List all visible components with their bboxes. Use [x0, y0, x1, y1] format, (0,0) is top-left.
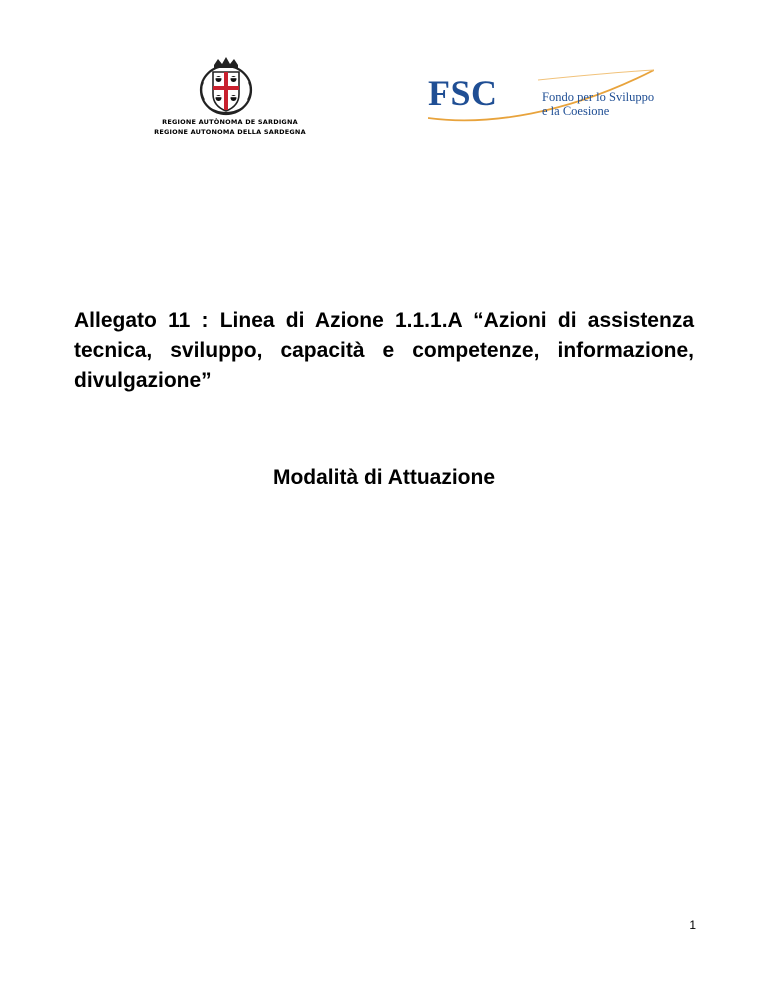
fsc-logo	[428, 66, 654, 128]
fsc-mark: FSC	[428, 73, 498, 113]
region-sardegna-logo	[150, 56, 310, 140]
fsc-caption	[542, 90, 654, 118]
region-name-sardinian: REGIONE AUTÒNOMA DE SARDIGNA	[162, 118, 298, 126]
sardinia-coat-of-arms-icon	[199, 56, 253, 116]
document-subtitle: Modalità di Attuazione	[272, 466, 496, 489]
fsc-caption-line2: e la Coesione	[542, 104, 610, 118]
fsc-caption-line1: Fondo per lo Sviluppo	[542, 90, 655, 104]
document-title: Allegato 11 : Linea di Azione 1.1.1.A “Azioni di assistenza tecnica, sviluppo, capacità e competenze, informazione, divulgazione”	[74, 309, 694, 392]
page-number: 1	[689, 918, 696, 932]
region-name-italian: REGIONE AUTONOMA DELLA SARDEGNA	[154, 128, 306, 136]
